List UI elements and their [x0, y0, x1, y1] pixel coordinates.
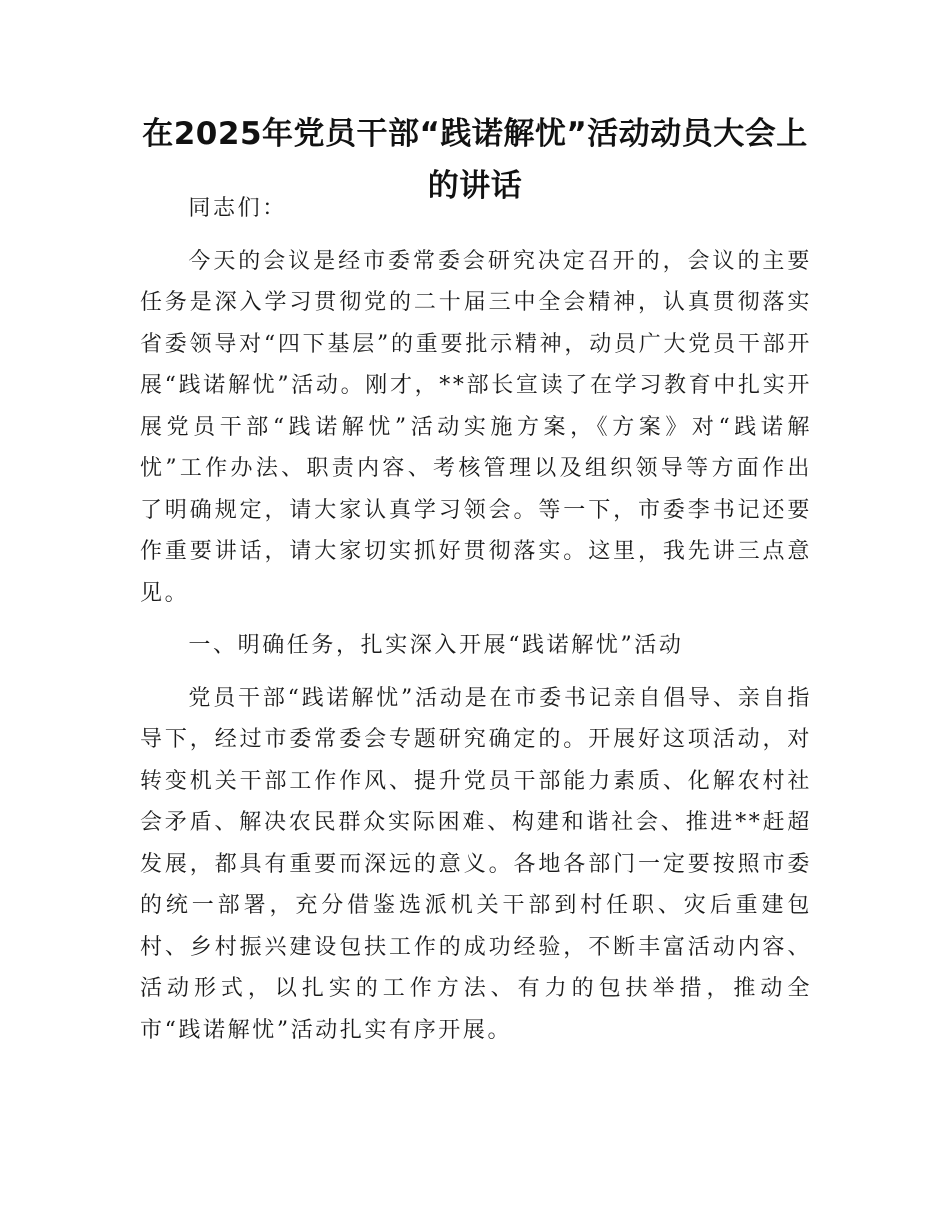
section-paragraph: 党员干部“践诺解忧”活动是在市委书记亲自倡导、亲自指导下，经过市委常委会专题研究确定的。开展好这项活动，对转变机关干部工作作风、提升党员干部能力素质、化解农村社会矛盾、解决农民群众实际困难、构建和谐社会、推进**赶超发展，都具有重要而深远的意义。各地各部门一定要按照市委的统一部署，充分借鉴选派机关干部到村任职、灾后重建包村、乡村振兴建设包扶工作的成功经验，不断丰富活动内容、活动形式，以扎实的工作方法、有力的包扶举措，推动全市“践诺解忧”活动扎实有序开展。 — [140, 685, 812, 1043]
document-title: 在2025年党员干部“践诺解忧”活动动员大会上的讲话 — [142, 116, 808, 204]
salutation: 同志们： — [188, 196, 287, 221]
document-body — [140, 188, 812, 1062]
intro-paragraph: 今天的会议是经市委常委会研究决定召开的，会议的主要任务是深入学习贯彻党的二十届三中全会精神，认真贯彻落实省委领导对“四下基层”的重要批示精神，动员广大党员干部开展“践诺解忧”活动。刚才，**部长宣读了在学习教育中扎实开展党员干部“践诺解忧”活动实施方案，《方案》对“践诺解忧”工作办法、职责内容、考核管理以及组织领导等方面作出了明确规定，请大家认真学习领会。等一下，市委李书记还要作重要讲话，请大家切实抓好贯彻落实。这里，我先讲三点意见。 — [140, 248, 812, 606]
section-heading: 一、明确任务，扎实深入开展“践诺解忧”活动 — [188, 633, 684, 658]
